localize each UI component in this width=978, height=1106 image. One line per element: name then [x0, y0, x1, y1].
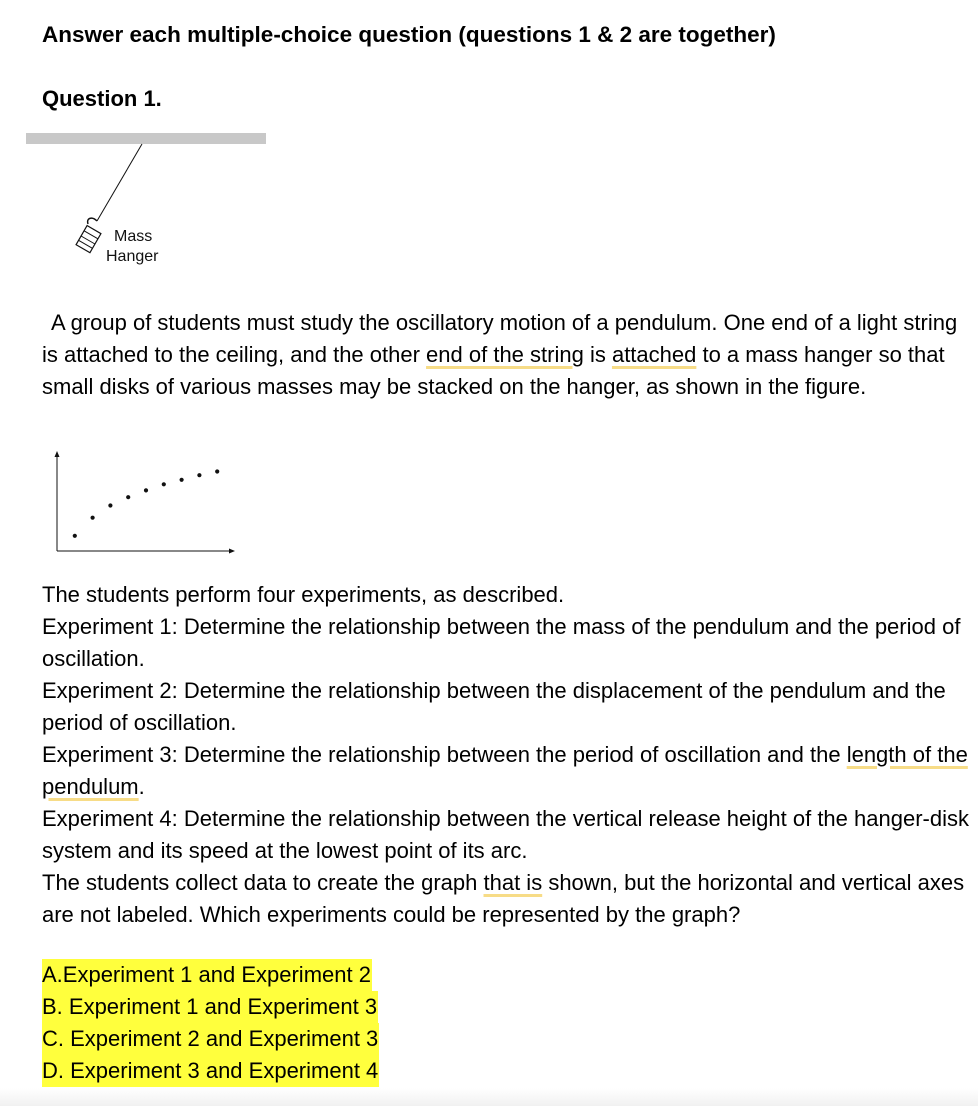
experiment-3-text: Experiment 3: Determine the relationship between the period of oscillation and the [42, 742, 847, 767]
y-axis-arrow [55, 451, 60, 457]
experiment-4: Experiment 4: Determine the relationship between the vertical release height of the hanger-disk system and its speed at the lowest point of its arc. [42, 806, 969, 863]
question-title: Question 1. [42, 86, 162, 111]
hanger-hook [88, 218, 97, 224]
intro-paragraph [42, 307, 977, 403]
scatter-points [73, 469, 220, 538]
ceiling-bar [26, 133, 266, 144]
experiment-3-end: . [138, 774, 145, 799]
mass-hanger [76, 226, 101, 253]
bottom-edge [0, 1088, 978, 1106]
experiment-2: Experiment 2: Determine the relationship between the displacement of the pendulum and the period of oscillation. [42, 678, 946, 735]
pendulum-string [97, 144, 142, 221]
answer-choices [42, 959, 379, 1087]
figure-label-hanger: Hanger [106, 248, 159, 265]
intro-text-1: A group of students must study the oscillatory motion of a pendulum. One end of a light string is attached to the ceiling, and the other [42, 310, 958, 367]
data-point [126, 495, 130, 499]
intro-underline-2: attached [611, 342, 697, 367]
experiments-section [42, 579, 977, 931]
pendulum-figure [22, 128, 272, 268]
data-point [73, 534, 77, 538]
choice-c[interactable]: C. Experiment 2 and Experiment 3 [42, 1023, 379, 1055]
choice-b[interactable]: B. Experiment 1 and Experiment 3 [42, 991, 378, 1023]
data-point [215, 469, 219, 473]
data-point [197, 473, 201, 477]
data-point [108, 503, 112, 507]
data-point [144, 488, 148, 492]
page-heading: Answer each multiple-choice question (questions 1 & 2 are together) [42, 22, 776, 47]
experiment-1: Experiment 1: Determine the relationship between the mass of the pendulum and the period of oscillation. [42, 614, 961, 671]
closing-underline: that is [483, 870, 543, 895]
closing-text-1: The students collect data to create the graph [42, 870, 484, 895]
data-point [91, 516, 95, 520]
scatter-graph [50, 443, 240, 559]
data-point [162, 482, 166, 486]
data-point [180, 478, 184, 482]
closing-text-2: shown, but the horizontal and vertical axes are not labeled. Which experiments could be represented by the graph? [42, 870, 965, 927]
intro-underline-1: end of the string [426, 342, 584, 367]
x-axis-arrow [229, 549, 235, 554]
intro-text-3: to a mass hanger so that small disks of various masses may be stacked on the hanger, as shown in the figure. [42, 342, 945, 399]
choice-a[interactable]: A.Experiment 1 and Experiment 2 [42, 959, 372, 991]
choice-d[interactable]: D. Experiment 3 and Experiment 4 [42, 1055, 379, 1087]
intro-text-2: is [583, 342, 612, 367]
experiment-3-underline: length of the pendulum [42, 742, 968, 799]
experiment-3 [42, 739, 977, 803]
experiments-intro: The students perform four experiments, as described. [42, 582, 565, 607]
figure-label-mass: Mass [114, 228, 153, 245]
question-closing [42, 867, 977, 931]
